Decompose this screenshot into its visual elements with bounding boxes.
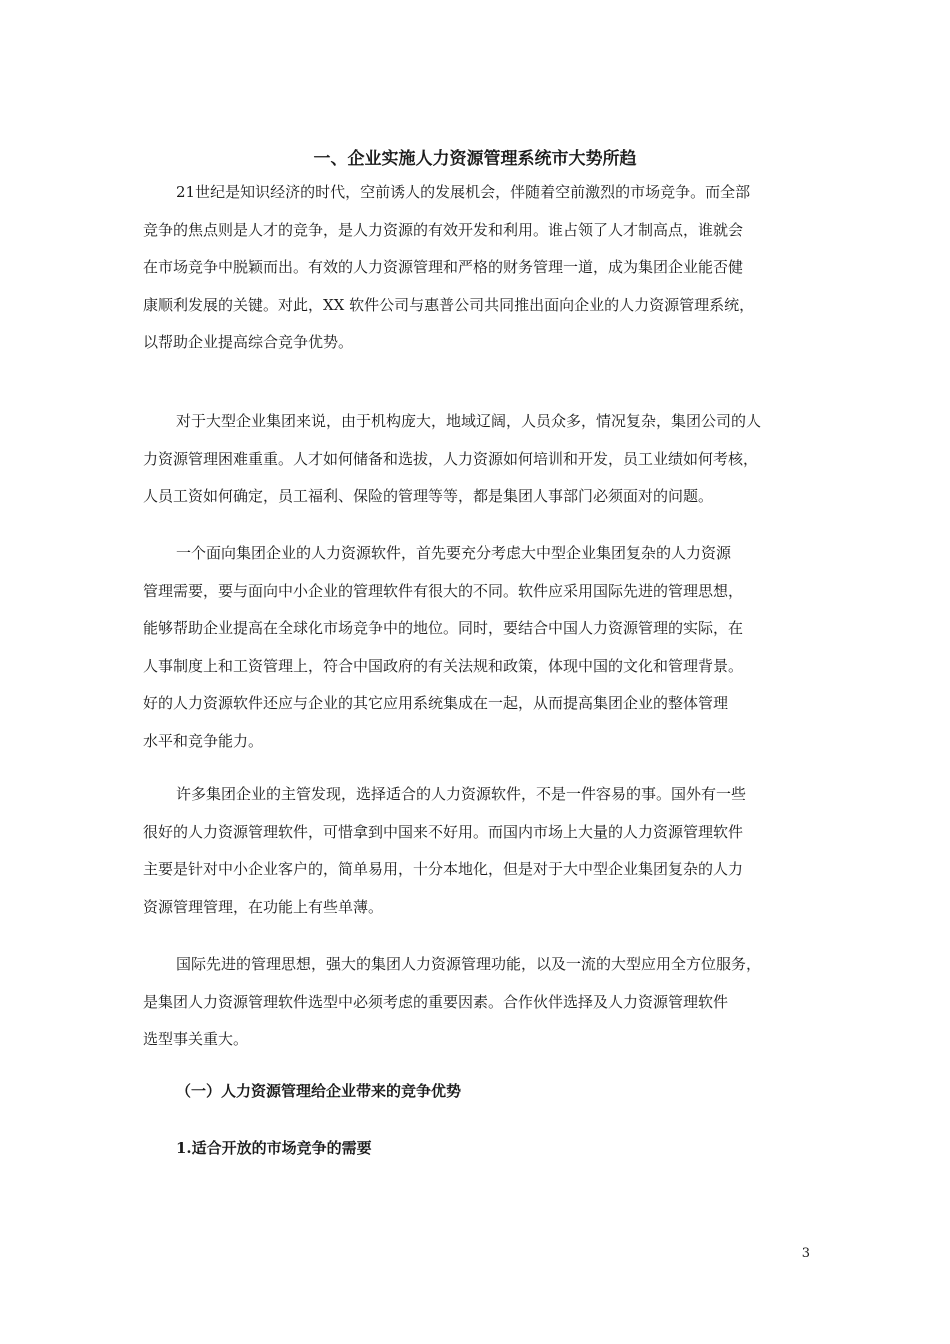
paragraph-line: 很好的人力资源管理软件，可惜拿到中国来不好用。而国内市场上大量的人力资源管理软件: [143, 822, 744, 841]
page-number: 3: [801, 1246, 810, 1261]
paragraph-line: 人员工资如何确定，员工福利、保险的管理等等，都是集团人事部门必须面对的问题。: [143, 487, 714, 505]
paragraph-line: 资源管理管理，在功能上有些单薄。: [143, 897, 384, 916]
paragraph-line: 以帮助企业提高综合竞争优势。: [143, 333, 354, 351]
paragraph-line: 国际先进的管理思想，强大的集团人力资源管理功能，以及一流的大型应用全方位服务，: [176, 955, 762, 973]
paragraph-line: 力资源管理困难重重。人才如何储备和选拔，人力资源如何培训和开发，员工业绩如何考核，: [143, 449, 759, 468]
paragraph-line: 好的人力资源软件还应与企业的其它应用系统集成在一起，从而提高集团企业的整体管理: [143, 694, 729, 712]
paragraph-line: 许多集团企业的主管发现，选择适合的人力资源软件，不是一件容易的事。国外有一些: [176, 785, 747, 803]
paragraph-2: [143, 403, 807, 516]
paragraph-line: 选型事关重大。: [143, 1030, 249, 1048]
paragraph-line: 水平和竞争能力。: [143, 731, 264, 750]
paragraph-3: [143, 535, 807, 760]
paragraph-line: 康顺利发展的关键。对此，XX 软件公司与惠普公司共同推出面向企业的人力资源管理系统，: [143, 295, 755, 314]
section-heading: （一）人力资源管理给企业带来的竞争优势: [176, 1082, 462, 1100]
paragraph-line: 竞争的焦点则是人才的竞争，是人力资源的有效开发和利用。谁占领了人才制高点，谁就会: [143, 220, 744, 239]
paragraph-line: 管理需要，要与面向中小企业的管理软件有很大的不同。软件应采用国际先进的管理思想，: [143, 581, 744, 600]
paragraph-5: [143, 946, 807, 1059]
paragraph-line: 能够帮助企业提高在全球化市场竞争中的地位。同时，要结合中国人力资源管理的实际，在: [143, 619, 744, 637]
paragraph-1: [143, 174, 807, 362]
paragraph-line: 21世纪是知识经济的时代，空前诱人的发展机会，伴随着空前激烈的市场竞争。而全部: [176, 183, 751, 201]
page-title: 一、企业实施人力资源管理系统市大势所趋: [313, 149, 637, 169]
paragraph-4: [143, 776, 807, 926]
paragraph-line: 在市场竞争中脱颖而出。有效的人力资源管理和严格的财务管理一道，成为集团企业能否健: [143, 258, 744, 276]
paragraph-line: 人事制度上和工资管理上，符合中国政府的有关法规和政策，体现中国的文化和管理背景。: [143, 656, 744, 675]
paragraph-line: 主要是针对中小企业客户的，简单易用，十分本地化，但是对于大中型企业集团复杂的人力: [143, 860, 744, 878]
paragraph-line: 对于大型企业集团来说，由于机构庞大，地域辽阔，人员众多，情况复杂，集团公司的人: [176, 412, 762, 430]
subsection-heading: 1.适合开放的市场竞争的需要: [176, 1139, 372, 1157]
paragraph-line: 一个面向集团企业的人力资源软件，首先要充分考虑大中型企业集团复杂的人力资源: [176, 544, 732, 562]
paragraph-line: 是集团人力资源管理软件选型中必须考虑的重要因素。合作伙伴选择及人力资源管理软件: [143, 992, 729, 1011]
